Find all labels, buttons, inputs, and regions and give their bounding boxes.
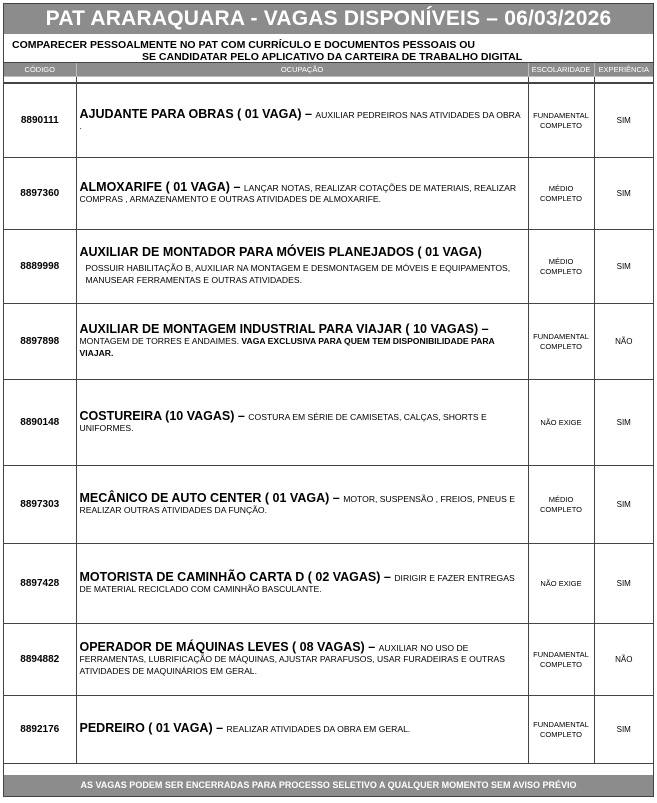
job-occupation [76,466,528,544]
footer-notice: AS VAGAS PODEM SER ENCERRADAS PARA PROCESSO SELETIVO A QUALQUER MOMENTO SEM AVISO PRÉVIO [4,775,653,796]
column-header-experience: EXPERIÊNCIA [594,63,653,77]
schooling-level: NÃO EXIGE [540,578,582,588]
job-experience: SIM [594,466,653,544]
job-code: 8897360 [4,158,76,230]
schooling-level: MÉDIO [548,257,574,266]
job-experience: SIM [594,230,653,304]
job-title: MOTORISTA DE CAMINHÃO CARTA D ( 02 VAGAS) [79,569,381,584]
instructions-line-2: SE CANDIDATAR PELO APLICATIVO DA CARTEIRA DE TRABALHO DIGITAL [142,51,523,63]
job-title-separator: – [364,639,379,654]
job-title: MECÂNICO DE AUTO CENTER ( 01 VAGA) [79,490,330,505]
schooling-status: COMPLETO [540,120,582,130]
job-occupation [76,624,528,696]
table-row [4,624,653,696]
table-row [4,466,653,544]
job-code: 8889998 [4,230,76,304]
page-title: PAT ARARAQUARA - VAGAS DISPONÍVEIS – 06/03/2026 [4,4,653,34]
job-description: COSTURA EM SÉRIE DE CAMISETAS, CALÇAS, SHORTS E UNIFORMES. [79,411,487,433]
job-experience: SIM [594,84,653,158]
table-row [4,84,653,158]
job-title: AUXILIAR DE MONTADOR PARA MÓVEIS PLANEJADOS ( 01 VAGA) [79,244,482,259]
instructions-line-1: COMPARECER PESSOALMENTE NO PAT COM CURRÍCULO E DOCUMENTOS PESSOAIS OU [12,39,476,51]
job-description: MONTAGEM DE TORRES E ANDAIMES. [79,336,239,347]
table-row [4,304,653,380]
job-schooling [528,466,594,544]
schooling-level: MÉDIO [548,184,574,193]
job-description: REALIZAR ATIVIDADES DA OBRA EM GERAL. [226,724,411,735]
table-header-row [4,63,653,77]
schooling-level: MÉDIO [548,495,574,504]
job-title-separator: – [212,721,227,736]
job-occupation [76,230,528,304]
job-code: 8894882 [4,624,76,696]
job-schooling [528,380,594,466]
job-code: 8892176 [4,696,76,764]
job-description: POSSUIR HABILITAÇÃO B, AUXILIAR NA MONTAGEM E DESMONTAGEM DE MÓVEIS E EQUIPAMENTOS, MANUSEAR FERRAMENTAS E OUTRAS ATIVIDADES. [85,263,511,285]
schooling-status: COMPLETO [540,659,582,669]
job-occupation [76,380,528,466]
job-experience: SIM [594,696,653,764]
job-description: LANÇAR NOTAS, REALIZAR COTAÇÕES DE MATERIAIS, REALIZAR COMPRAS , ARMAZENAMENTO E OUTRAS ATIVIDADES DE ALMOXARIFE. [79,182,517,204]
schooling-level: FUNDAMENTAL [533,650,589,659]
schooling-level: NÃO EXIGE [540,417,582,427]
job-code: 8890148 [4,380,76,466]
job-occupation [76,158,528,230]
job-title-separator: – [301,106,316,121]
job-occupation [76,696,528,764]
table-row [4,544,653,624]
job-code: 8890111 [4,84,76,158]
job-code: 8897898 [4,304,76,380]
job-title-separator: – [380,569,395,584]
job-title: COSTUREIRA (10 VAGAS) [79,408,235,423]
schooling-level: FUNDAMENTAL [533,332,589,341]
schooling-status: COMPLETO [540,193,582,203]
job-code: 8897303 [4,466,76,544]
job-occupation [76,544,528,624]
job-schooling [528,230,594,304]
schooling-level: FUNDAMENTAL [533,720,589,729]
table-row [4,230,653,304]
column-header-code: CÓDIGO [4,63,76,77]
job-title: ALMOXARIFE ( 01 VAGA) [79,179,230,194]
table-row [4,696,653,764]
job-experience: NÃO [594,304,653,380]
job-occupation [76,84,528,158]
job-schooling [528,544,594,624]
job-description: DIRIGIR E FAZER ENTREGAS DE MATERIAL RECICLADO COM CAMINHÃO BASCULANTE. [79,572,515,594]
job-schooling [528,158,594,230]
table-spacer-row [4,77,653,83]
job-description: AUXILIAR NO USO DE FERRAMENTAS, LUBRIFICAÇÃO DE MÁQUINAS, AJUSTAR PARAFUSOS, USAR FURADEIRAS E OUTRAS ATIVIDADES DE MAQUINÁRIOS EM GERAL. [79,642,505,676]
job-title: AJUDANTE PARA OBRAS ( 01 VAGA) [79,106,302,121]
table-row [4,158,653,230]
job-schooling [528,304,594,380]
job-occupation [76,304,528,380]
job-schooling [528,624,594,696]
job-schooling [528,84,594,158]
job-title: AUXILIAR DE MONTAGEM INDUSTRIAL PARA VIAJAR ( 10 VAGAS) [79,321,479,336]
job-title: PEDREIRO ( 01 VAGA) [79,721,213,736]
job-experience: SIM [594,380,653,466]
job-title: OPERADOR DE MÁQUINAS LEVES ( 08 VAGAS) [79,639,365,654]
vacancies-table [4,63,653,83]
job-title-separator: – [234,408,249,423]
column-header-schooling: ESCOLARIDADE [528,63,594,77]
job-code: 8897428 [4,544,76,624]
instructions [4,34,653,63]
column-header-occupation: OCUPAÇÃO [76,63,528,77]
schooling-level: FUNDAMENTAL [533,111,589,120]
job-description: MOTOR, SUSPENSÃO , FREIOS, PNEUS E REALIZAR OUTRAS ATIVIDADES DA FUNÇÃO. [79,493,515,515]
schooling-status: COMPLETO [540,504,582,514]
job-experience: SIM [594,158,653,230]
job-schooling [528,696,594,764]
job-experience: SIM [594,544,653,624]
job-title-separator: – [478,321,489,336]
job-description: AUXILIAR PEDREIROS NAS ATIVIDADES DA OBRA . [79,109,521,131]
job-note: VAGA EXCLUSIVA PARA QUEM TEM DISPONIBILIDADE PARA VIAJAR. [79,336,495,358]
schooling-status: COMPLETO [540,266,582,276]
table-row [4,380,653,466]
job-title-separator: – [229,179,244,194]
vacancies-rows [4,83,653,764]
schooling-status: COMPLETO [540,729,582,739]
job-experience: NÃO [594,624,653,696]
schooling-status: COMPLETO [540,341,582,351]
job-title-separator: – [329,490,344,505]
job-listing-sheet [3,3,654,797]
